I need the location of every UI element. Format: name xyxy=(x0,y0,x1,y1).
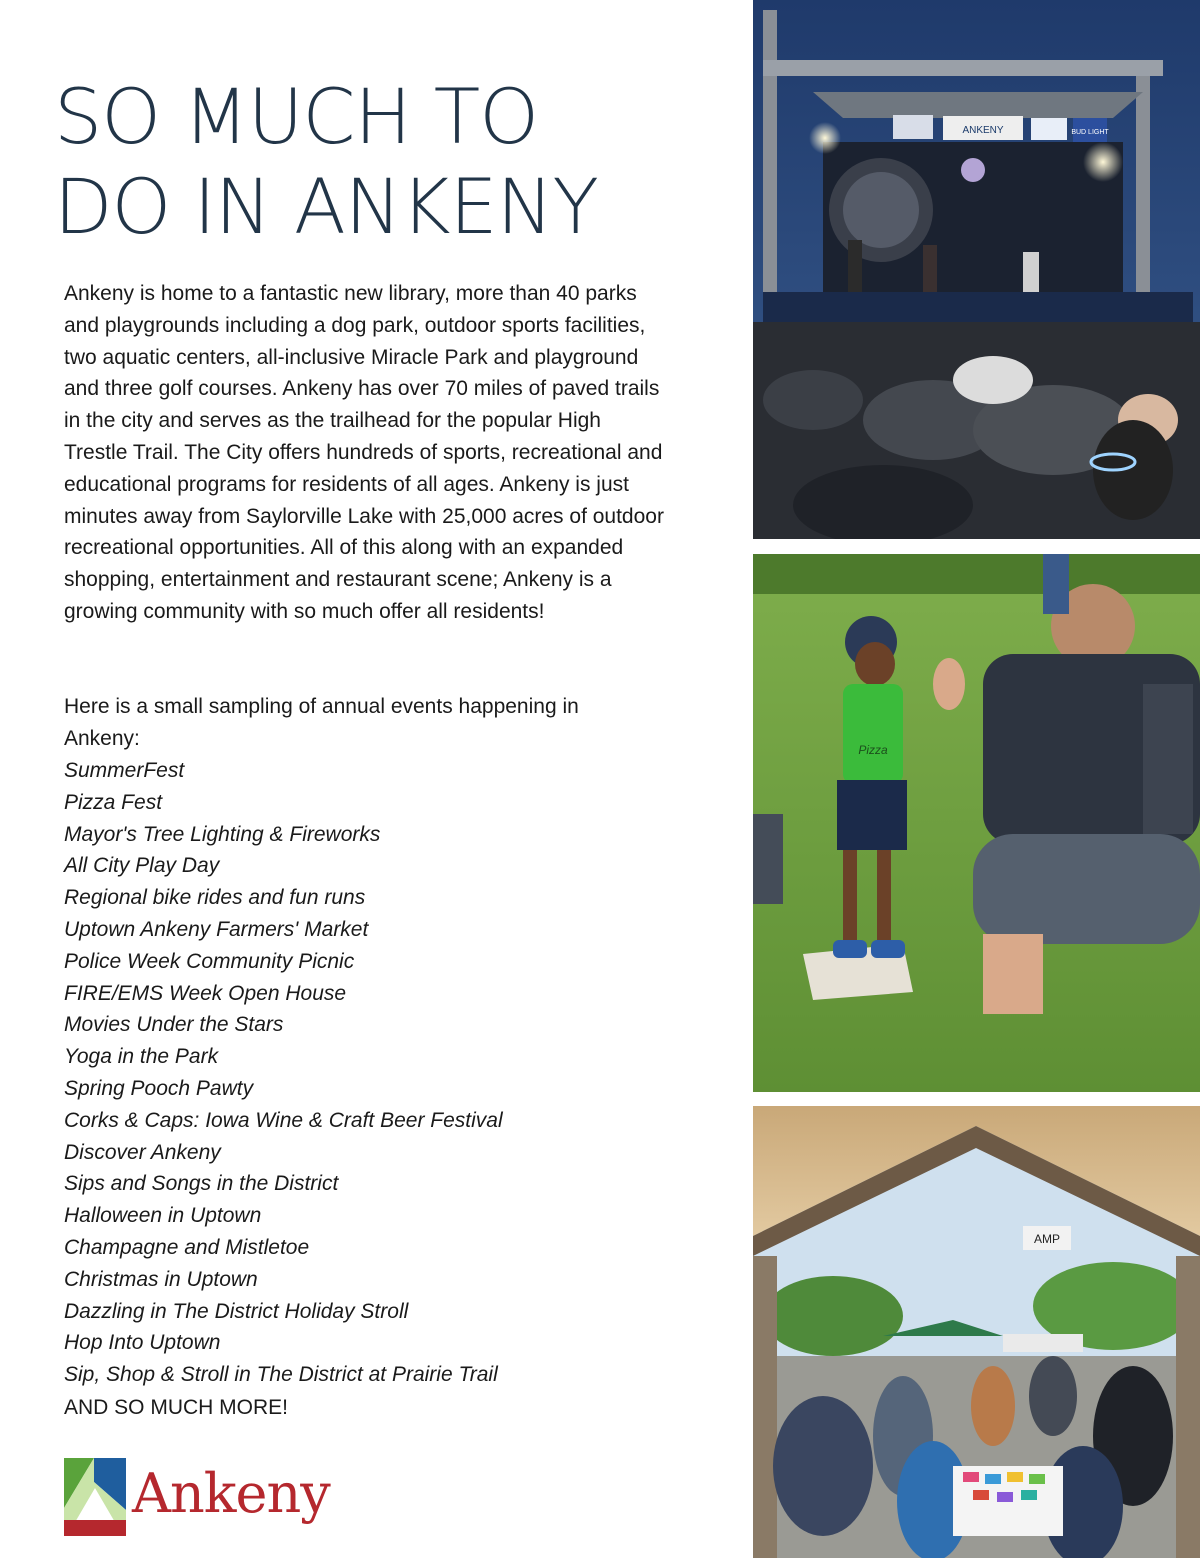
event-item: Movies Under the Stars xyxy=(64,1013,284,1037)
event-item: Police Week Community Picnic xyxy=(64,949,355,973)
high-five-park-photo xyxy=(753,554,1200,1092)
page-title-line-1: SO MUCH TO xyxy=(54,72,539,161)
shirt-text: Pizza xyxy=(858,743,888,757)
farmers-market-pavilion-photo xyxy=(753,1106,1200,1558)
event-item: Corks & Caps: Iowa Wine & Craft Beer Festival xyxy=(64,1108,503,1132)
closing-line: AND SO MUCH MORE! xyxy=(64,1396,289,1419)
event-item: Uptown Ankeny Farmers' Market xyxy=(64,917,369,941)
ankeny-logo xyxy=(64,1458,364,1538)
event-item: SummerFest xyxy=(64,759,185,782)
events-intro: Here is a small sampling of annual events happening in Ankeny: xyxy=(64,695,579,750)
ankeny-logo-mark-icon xyxy=(64,1458,126,1536)
event-item: Sips and Songs in the District xyxy=(64,1172,339,1196)
event-item: All City Play Day xyxy=(64,854,220,878)
event-item: Hop Into Uptown xyxy=(64,1331,221,1355)
event-item: Spring Pooch Pawty xyxy=(64,1076,254,1100)
event-item: Dazzling in The District Holiday Stroll xyxy=(64,1299,409,1323)
event-item: Pizza Fest xyxy=(64,790,163,814)
event-item: Mayor's Tree Lighting & Fireworks xyxy=(64,822,381,846)
concert-stage-photo xyxy=(753,0,1200,539)
intro-paragraph: Ankeny is home to a fantastic new library, more than 40 parks and playgrounds including a dog park, outdoor sports facilities, two aquatic centers, all-inclusive Miracle Park and playground and three golf courses. Ankeny has over 70 miles of paved trails in the city and serves as the trailhead for the popular High Trestle Trail. The City offers hundreds of sports, recreational and educational programs for residents of all ages. Ankeny is just minutes away from Saylorville Lake with 25,000 acres of outdoor recreational opportunities. All of this along with an expanded shopping, entertainment and restaurant scene; Ankeny is a growing community with so much offer all residents! xyxy=(64,282,664,623)
stage-banner-text: ANKENY xyxy=(962,125,1004,136)
amp-sign-text: AMP xyxy=(1033,1232,1061,1246)
page-title-line-2: DO IN ANKENY xyxy=(54,162,598,251)
ankeny-wordmark: Ankeny xyxy=(132,1462,330,1525)
event-item: Discover Ankeny xyxy=(64,1140,221,1164)
event-item: Sip, Shop & Stroll in The District at Prairie Trail xyxy=(64,1363,498,1387)
event-item: FIRE/EMS Week Open House xyxy=(64,981,347,1005)
event-item: Christmas in Uptown xyxy=(64,1267,258,1291)
page-title xyxy=(54,72,734,252)
event-item: Regional bike rides and fun runs xyxy=(64,886,366,910)
sponsor-banner-text: BUD LIGHT xyxy=(1071,129,1109,136)
event-item: Champagne and Mistletoe xyxy=(64,1235,310,1259)
event-item: Halloween in Uptown xyxy=(64,1204,262,1228)
event-item: Yoga in the Park xyxy=(64,1045,219,1069)
events-list xyxy=(64,755,503,1391)
